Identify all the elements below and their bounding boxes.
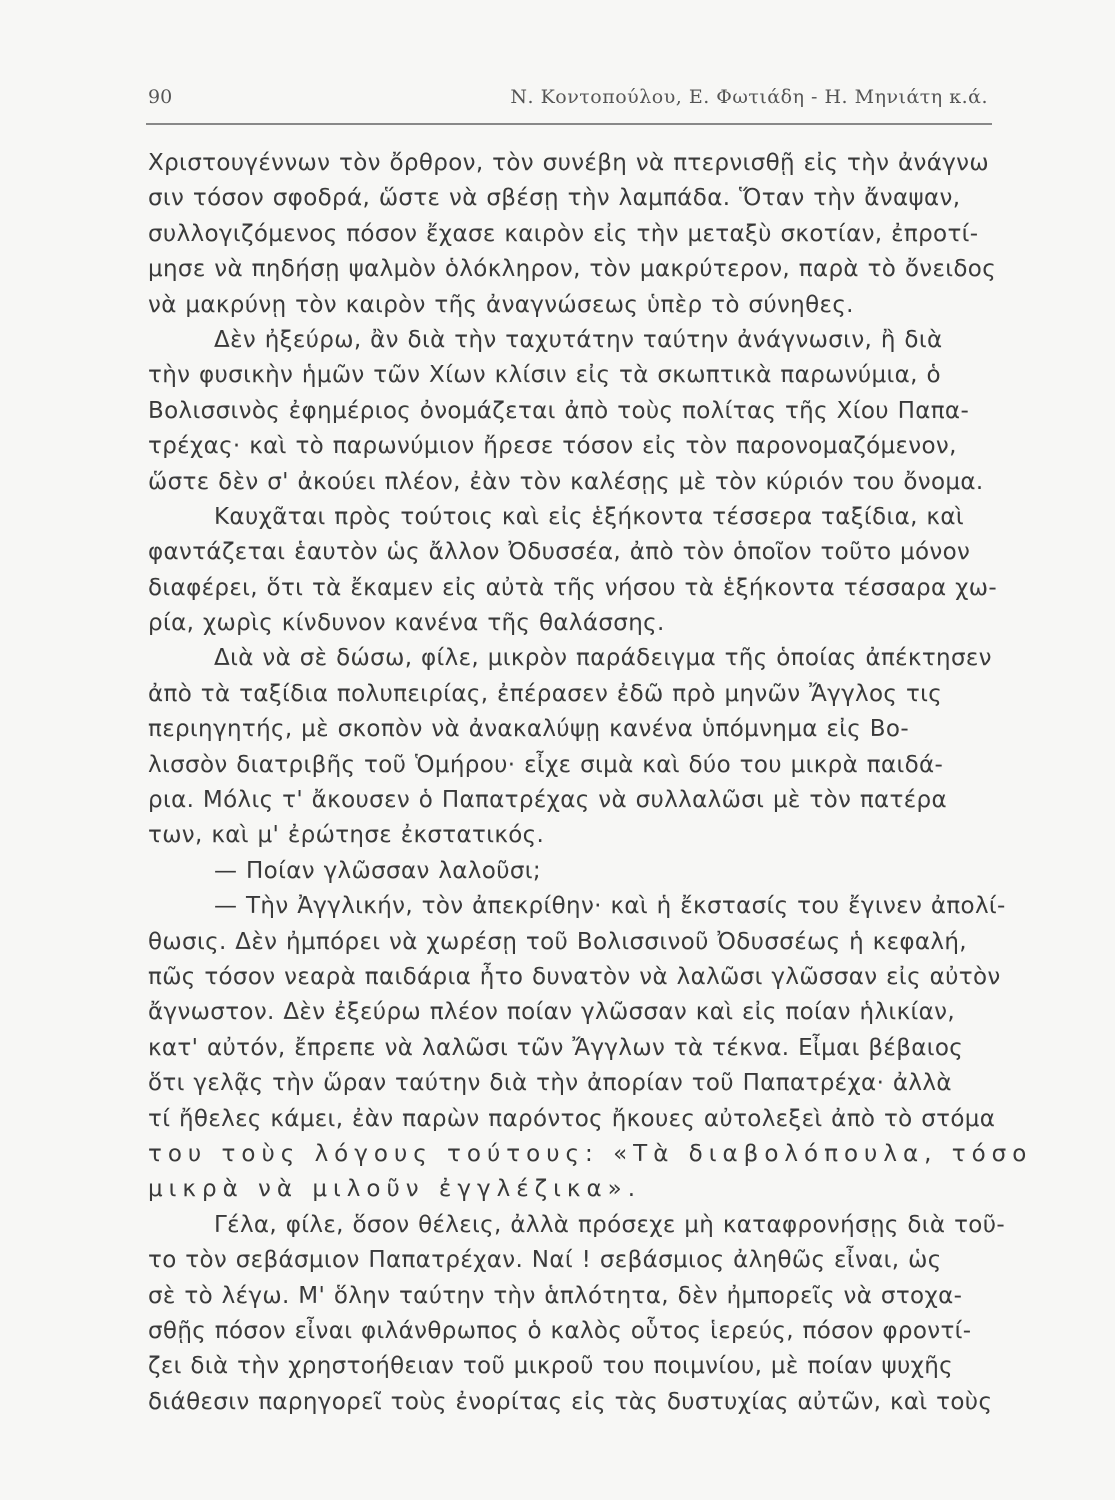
text-line: μησε νὰ πηδήσῃ ψαλμὸν ὁλόκληρον, τὸν μακρύτερον, παρὰ τὸ ὄνειδος: [148, 256, 997, 283]
text-line: ζει διὰ τὴν χρηστοήθειαν τοῦ μικροῦ του ποιμνίου, μὲ ποίαν ψυχῆς: [148, 1353, 954, 1380]
paragraph-start-line: Καυχᾶται πρὸς τούτοις καὶ εἰς ἑξήκοντα τέσσερα ταξίδια, καὶ: [214, 503, 964, 530]
text-line: Βολισσινὸς ἐφημέριος ὀνομάζεται ἀπὸ τοὺς πολίτας τῆς Χίου Παπα-: [148, 397, 970, 424]
running-title: Ν. Κοντοπούλου, Ε. Φωτιάδη - Η. Μηνιάτη κ.ά.: [510, 86, 988, 108]
text-line: τί ἤθελες κάμει, ἐὰν παρὼν παρόντος ἤκουες αὐτολεξεὶ ἀπὸ τὸ στόμα: [148, 1105, 996, 1132]
paragraph-start-line: Γέλα, φίλε, ὅσον θέλεις, ἀλλὰ πρόσεχε μὴ καταφρονήσῃς διὰ τοῦ-: [214, 1211, 1006, 1238]
text-line: Χριστουγέννων τὸν ὄρθρον, τὸν συνέβη νὰ πτερνισθῇ εἰς τὴν ἀνάγνω: [148, 150, 989, 176]
quoted-text-line: του τοὺς λόγους τούτους: «Τὰ διαβολόπουλα, τόσο: [148, 1140, 1033, 1167]
dialogue-line: — Ποίαν γλῶσσαν λαλοῦσι;: [214, 857, 542, 884]
text-line: των, καὶ μ' ἐρώτησε ἐκστατικός.: [148, 822, 545, 849]
text-line: το τὸν σεβάσμιον Παπατρέχαν. Ναί ! σεβάσμιος ἀληθῶς εἶναι, ὡς: [148, 1247, 942, 1274]
text-line: διάθεσιν παρηγορεῖ τοὺς ἐνορίτας εἰς τὰς δυστυχίας αὐτῶν, καὶ τοὺς: [148, 1388, 993, 1415]
text-line: θωσις. Δὲν ἠμπόρει νὰ χωρέσῃ τοῦ Βολισσινοῦ Ὀδυσσέως ἡ κεφαλή,: [148, 928, 967, 955]
text-line: πῶς τόσον νεαρὰ παιδάρια ἦτο δυνατὸν νὰ λαλῶσι γλῶσσαν εἰς αὐτὸν: [148, 963, 1001, 990]
text-line: ὥστε δὲν σ' ἀκούει πλέον, ἐὰν τὸν καλέσῃς μὲ τὸν κύριόν του ὄνομα.: [148, 468, 984, 495]
page-number: 90: [148, 86, 173, 108]
text-line: περιηγητής, μὲ σκοπὸν νὰ ἀνακαλύψῃ κανένα ὑπόμνημα εἰς Βο-: [148, 716, 909, 743]
text-line: κατ' αὐτόν, ἔπρεπε νὰ λαλῶσι τῶν Ἄγγλων τὰ τέκνα. Εἶμαι βέβαιος: [148, 1034, 964, 1061]
text-line: νὰ μακρύνῃ τὸν καιρὸν τῆς ἀναγνώσεως ὑπὲρ τὸ σύνηθες.: [148, 291, 854, 318]
text-line: συλλογιζόμενος πόσον ἔχασε καιρὸν εἰς τὴν μεταξὺ σκοτίαν, ἐπροτί-: [148, 220, 979, 247]
body-text: [148, 146, 1033, 1420]
paragraph-start-line: Διὰ νὰ σὲ δώσω, φίλε, μικρὸν παράδειγμα τῆς ὁποίας ἀπέκτησεν: [214, 645, 992, 672]
running-head: [148, 78, 988, 118]
text-line: διαφέρει, ὅτι τὰ ἔκαμεν εἰς αὐτὰ τῆς νήσου τὰ ἑξήκοντα τέσσαρα χω-: [148, 574, 998, 601]
text-line: τρέχας· καὶ τὸ παρωνύμιον ἤρεσε τόσον εἰς τὸν παρονομαζόμενον,: [148, 433, 957, 460]
paragraph-start-line: Δὲν ἠξεύρω, ἂν διὰ τὴν ταχυτάτην ταύτην ἀνάγνωσιν, ἢ διὰ: [214, 326, 943, 353]
text-line: ἄγνωστον. Δὲν ἐξεύρω πλέον ποίαν γλῶσσαν καὶ εἰς ποίαν ἡλικίαν,: [148, 999, 955, 1026]
text-line: ἀπὸ τὰ ταξίδια πολυπειρίας, ἐπέρασεν ἐδῶ πρὸ μηνῶν Ἄγγλος τις: [148, 680, 943, 707]
text-line: σιν τόσον σφοδρά, ὥστε νὰ σβέσῃ τὴν λαμπάδα. Ὅταν τὴν ἄναψαν,: [148, 185, 961, 212]
dialogue-line: — Τὴν Ἀγγλικήν, τὸν ἀπεκρίθην· καὶ ἡ ἔκστασίς του ἔγινεν ἀπολί-: [214, 893, 1006, 920]
text-line: λισσὸν διατριβῆς τοῦ Ὁμήρου· εἶχε σιμὰ καὶ δύο του μικρὰ παιδά-: [148, 751, 944, 778]
quoted-text-line: μικρὰ νὰ μιλοῦν ἐγγλέζικα».: [148, 1176, 642, 1203]
text-line: ὅτι γελᾷς τὴν ὥραν ταύτην διὰ τὴν ἀπορίαν τοῦ Παπατρέχα· ἀλλὰ: [148, 1070, 952, 1097]
header-rule: [146, 123, 992, 125]
text-line: τὴν φυσικὴν ἡμῶν τῶν Χίων κλίσιν εἰς τὰ σκωπτικὰ παρωνύμια, ὁ: [148, 362, 941, 389]
text-line: σθῇς πόσον εἶναι φιλάνθρωπος ὁ καλὸς οὗτος ἱερεύς, πόσον φροντί-: [148, 1317, 972, 1344]
text-line: ρία, χωρὶς κίνδυνον κανένα τῆς θαλάσσης.: [148, 610, 665, 637]
text-line: φαντάζεται ἑαυτὸν ὡς ἄλλον Ὀδυσσέα, ἀπὸ τὸν ὁποῖον τοῦτο μόνον: [148, 539, 971, 566]
text-line: ρια. Μόλις τ' ἄκουσεν ὁ Παπατρέχας νὰ συλλαλῶσι μὲ τὸν πατέρα: [148, 787, 947, 814]
text-line: σὲ τὸ λέγω. Μ' ὅλην ταύτην τὴν ἁπλότητα, δὲν ἠμπορεῖς νὰ στοχα-: [148, 1282, 963, 1309]
